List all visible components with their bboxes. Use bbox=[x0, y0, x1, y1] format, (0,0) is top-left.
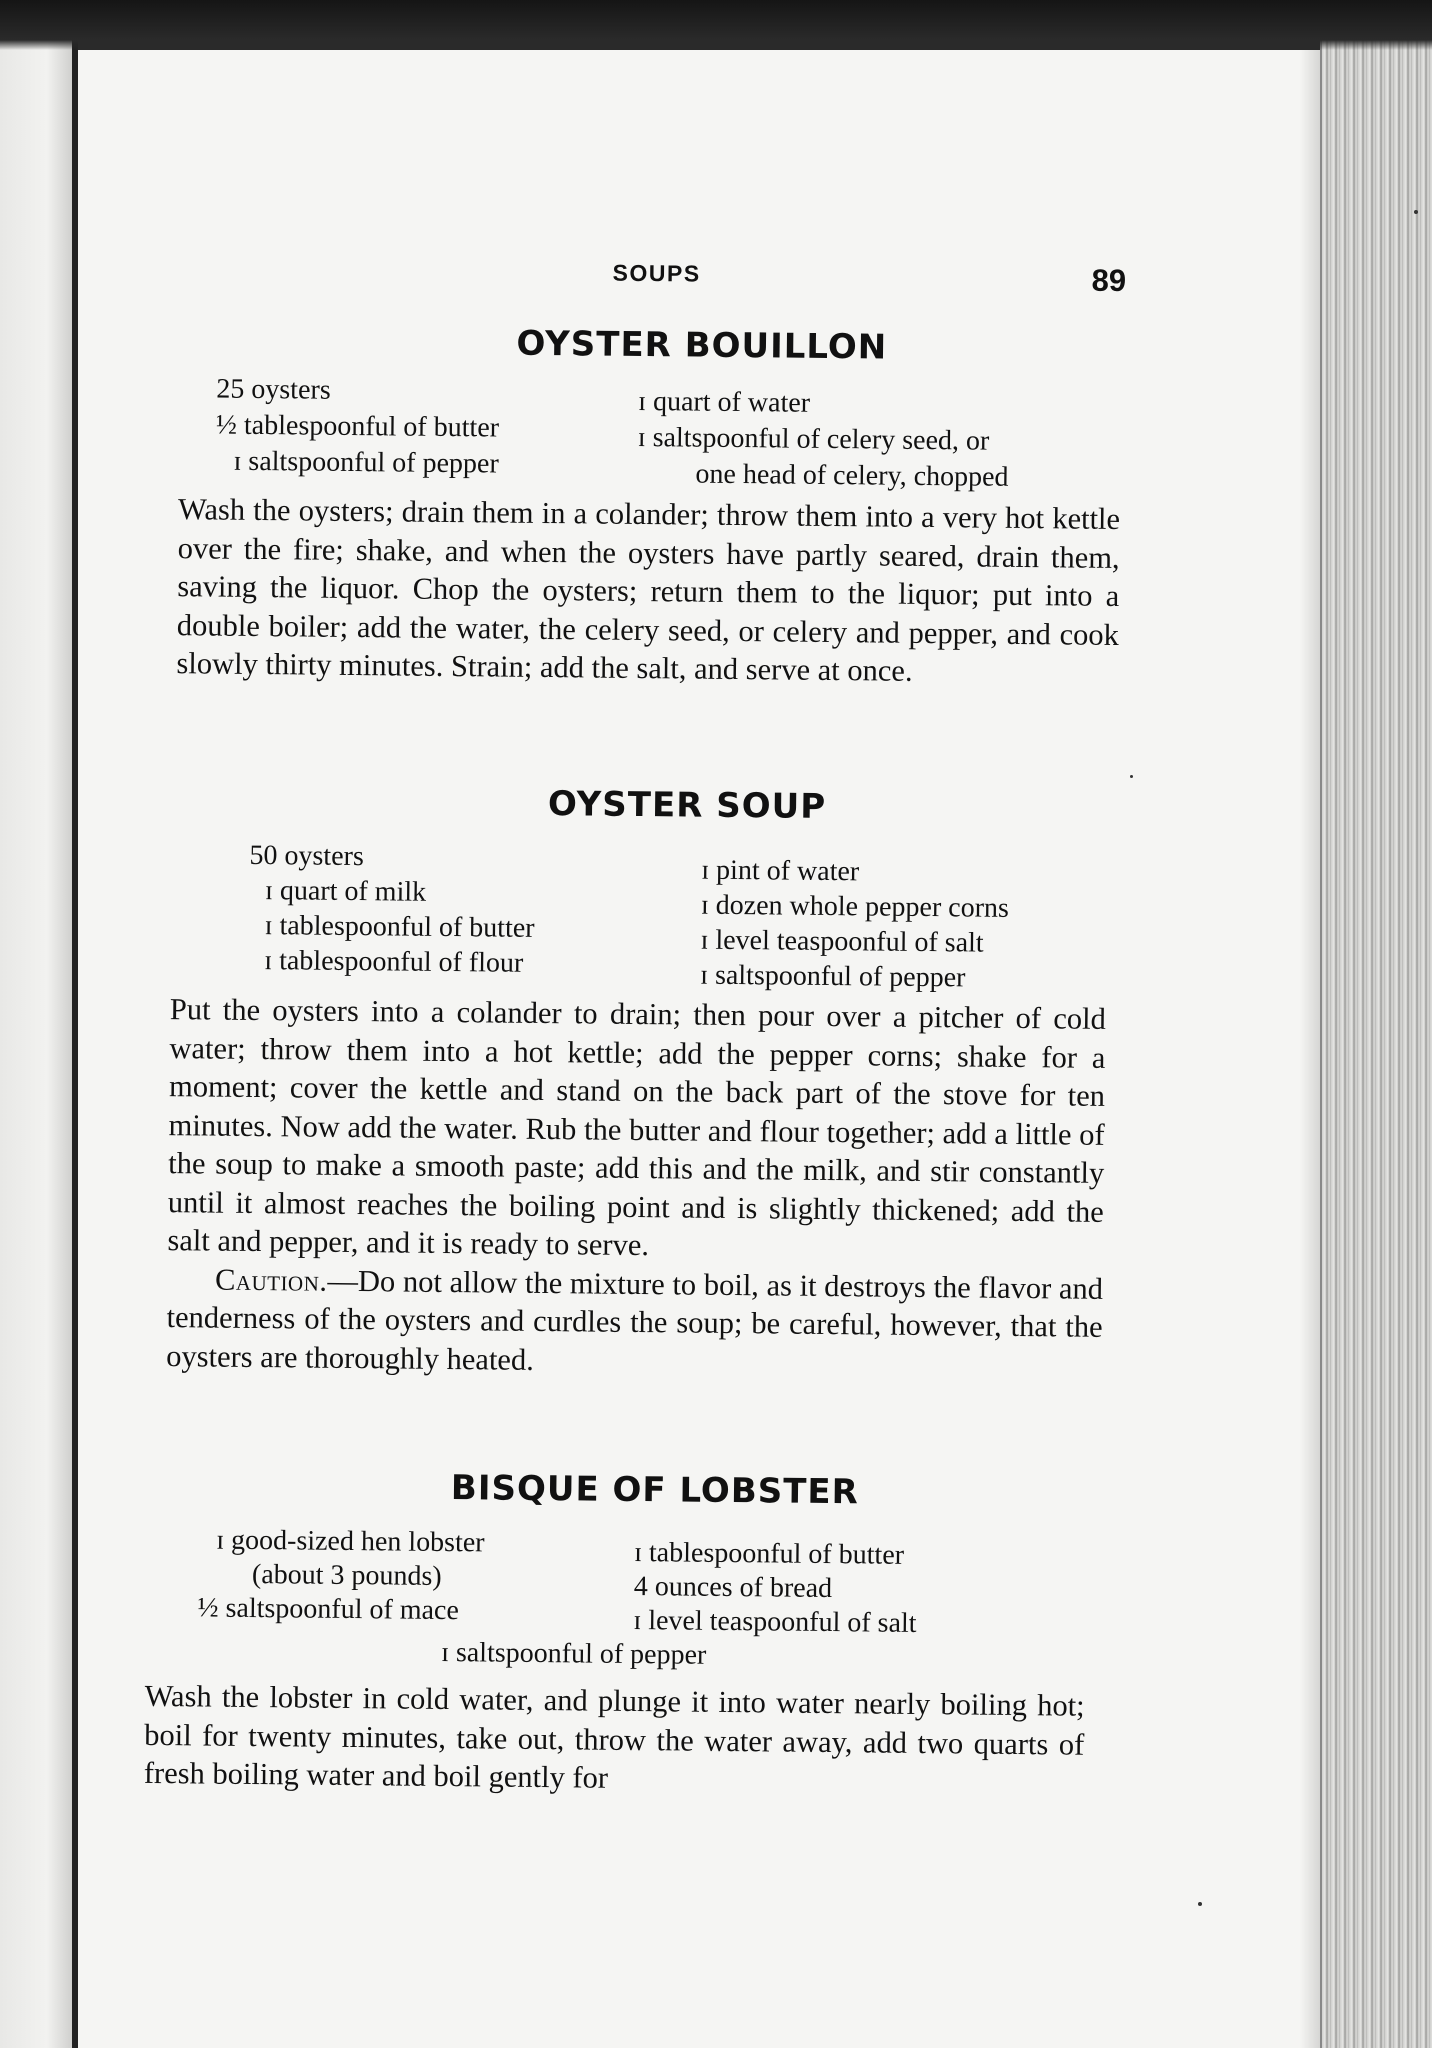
ingredient: ɪ dozen whole pepper corns bbox=[700, 889, 1010, 924]
recipe-title: BISQUE OF LOBSTER bbox=[450, 1468, 860, 1513]
page-number: 89 bbox=[1091, 262, 1127, 299]
directions-text: Wash the oysters; drain them in a colander; throw them into a very hot kettle over the fire; shake, and when the oysters have partly seared, drain them, saving the liquor. Chop the oysters; return them to the liquor; put into a double boiler; add the water, the celery seed, or celery and pepper, and cook slowly thirty minutes. Strain; add the salt, and serve at once. bbox=[176, 492, 1121, 688]
ingredient: ½ saltspoonful of mace bbox=[197, 1592, 460, 1627]
ingredient: ɪ quart of water bbox=[638, 385, 811, 419]
directions-text: Wash the lobster in cold water, and plunge it into water nearly boiling hot; boil for twenty minutes, take out, throw the water away, add two quarts of fresh boiling water and boil gently for bbox=[143, 1678, 1085, 1795]
ingredient: (about 3 pounds) bbox=[251, 1558, 442, 1592]
ingredient: ɪ quart of milk bbox=[264, 875, 427, 908]
ingredient: one head of celery, chopped bbox=[695, 458, 1009, 493]
ingredient: 25 oysters bbox=[216, 373, 331, 406]
directions-text: Put the oysters into a colander to drain; then pour over a pitcher of cold water; throw them into a hot kettle; add the pepper corns; shake for a moment; cover the kettle and stand on the back part of the stove for ten minutes. Now add the water. Rub the butter and flour together; add a little of the soup to make a smooth paste; add this and the milk, and stir constantly until it almost reaches the boiling point and is slightly thickened; add the salt and pepper, and it is ready to serve. bbox=[167, 992, 1107, 1263]
ingredient: ɪ good-sized hen lobster bbox=[216, 1524, 485, 1559]
ingredient: ɪ level teaspoonful of salt bbox=[700, 924, 984, 959]
ingredient: ½ tablespoonful of butter bbox=[215, 409, 500, 444]
recipe-directions bbox=[166, 990, 1106, 1385]
ingredient: ɪ saltspoonful of pepper bbox=[700, 959, 966, 994]
ingredient: ɪ level teaspoonful of salt bbox=[633, 1604, 917, 1639]
ingredient: ɪ tablespoonful of flour bbox=[264, 945, 524, 979]
ingredient: ɪ saltspoonful of pepper bbox=[440, 1636, 707, 1671]
caution-text: —Do not allow the mixture to boil, as it destroys the flavor and tenderness of the oysters and curdles the soup; be careful, however, that the oysters are thoroughly heated. bbox=[166, 1263, 1104, 1377]
recipe-title: OYSTER BOUILLON bbox=[516, 323, 888, 368]
caution-label: Caution. bbox=[214, 1262, 328, 1298]
recipe-directions bbox=[144, 1677, 1085, 1802]
ingredient: ɪ tablespoonful of butter bbox=[634, 1536, 905, 1571]
ingredient: ɪ pint of water bbox=[701, 854, 860, 888]
ingredient: ɪ saltspoonful of pepper bbox=[233, 445, 499, 480]
recipe-title: OYSTER SOUP bbox=[547, 784, 827, 827]
running-head: SOUPS bbox=[612, 259, 701, 287]
caution-note bbox=[166, 1260, 1103, 1385]
ingredient: 4 ounces of bread bbox=[633, 1570, 833, 1605]
ingredient: ɪ tablespoonful of butter bbox=[264, 910, 535, 944]
ingredient: ɪ saltspoonful of celery seed, or bbox=[637, 421, 990, 457]
ingredient: 50 oysters bbox=[249, 839, 364, 873]
recipe-directions bbox=[176, 490, 1120, 692]
